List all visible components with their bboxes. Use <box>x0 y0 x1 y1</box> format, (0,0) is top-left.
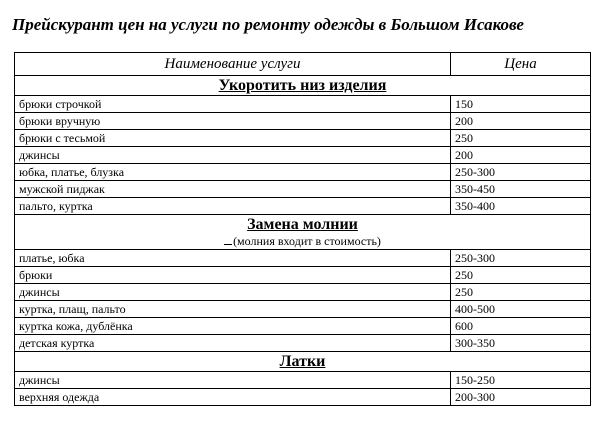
section-header-cell <box>15 215 591 250</box>
header-price: Цена <box>451 53 591 76</box>
price-cell: 150-250 <box>451 372 591 389</box>
price-cell: 200 <box>451 113 591 130</box>
service-name-cell: куртка кожа, дублёнка <box>15 318 451 335</box>
section-title: Укоротить низ изделия <box>218 77 387 94</box>
table-row <box>15 181 591 198</box>
service-name-cell: джинсы <box>15 372 451 389</box>
table-row <box>15 130 591 147</box>
table-header-row <box>15 53 591 76</box>
section-header-row <box>15 352 591 372</box>
service-name-cell: пальто, куртка <box>15 198 451 215</box>
underline-mark <box>224 234 232 245</box>
service-name-cell: джинсы <box>15 284 451 301</box>
section-title: Замена молнии <box>247 216 358 233</box>
price-table-body <box>15 53 591 406</box>
table-row <box>15 96 591 113</box>
price-cell: 250-300 <box>451 164 591 181</box>
price-cell: 400-500 <box>451 301 591 318</box>
table-row <box>15 147 591 164</box>
table-row <box>15 284 591 301</box>
page-title: Прейскурант цен на услуги по ремонту одежды в Большом Исакове <box>12 15 524 34</box>
price-cell: 350-400 <box>451 198 591 215</box>
service-name-cell: куртка, плащ, пальто <box>15 301 451 318</box>
price-cell: 350-450 <box>451 181 591 198</box>
section-header-row <box>15 76 591 96</box>
service-name-cell: брюки <box>15 267 451 284</box>
table-row <box>15 164 591 181</box>
price-cell: 300-350 <box>451 335 591 352</box>
table-row <box>15 267 591 284</box>
price-table <box>14 52 591 406</box>
price-cell: 150 <box>451 96 591 113</box>
price-cell: 600 <box>451 318 591 335</box>
service-name-cell: брюки строчкой <box>15 96 451 113</box>
price-cell: 200 <box>451 147 591 164</box>
section-note-text: (молния входит в стоимость) <box>233 234 381 248</box>
section-note <box>15 234 590 249</box>
table-row <box>15 372 591 389</box>
header-service-name: Наименование услуги <box>15 53 451 76</box>
service-name-cell: верхняя одежда <box>15 389 451 406</box>
price-cell: 250-300 <box>451 250 591 267</box>
price-cell: 250 <box>451 267 591 284</box>
table-row <box>15 389 591 406</box>
service-name-cell: брюки с тесьмой <box>15 130 451 147</box>
table-row <box>15 250 591 267</box>
table-row <box>15 113 591 130</box>
section-header-row <box>15 215 591 250</box>
service-name-cell: детская куртка <box>15 335 451 352</box>
price-cell: 250 <box>451 130 591 147</box>
table-row <box>15 301 591 318</box>
service-name-cell: джинсы <box>15 147 451 164</box>
table-row <box>15 335 591 352</box>
service-name-cell: мужской пиджак <box>15 181 451 198</box>
service-name-cell: платье, юбка <box>15 250 451 267</box>
service-name-cell: юбка, платье, блузка <box>15 164 451 181</box>
service-name-cell: брюки вручную <box>15 113 451 130</box>
section-title: Латки <box>279 353 326 370</box>
table-row <box>15 318 591 335</box>
price-cell: 250 <box>451 284 591 301</box>
section-header-cell <box>15 76 591 96</box>
section-header-cell <box>15 352 591 372</box>
price-cell: 200-300 <box>451 389 591 406</box>
table-row <box>15 198 591 215</box>
